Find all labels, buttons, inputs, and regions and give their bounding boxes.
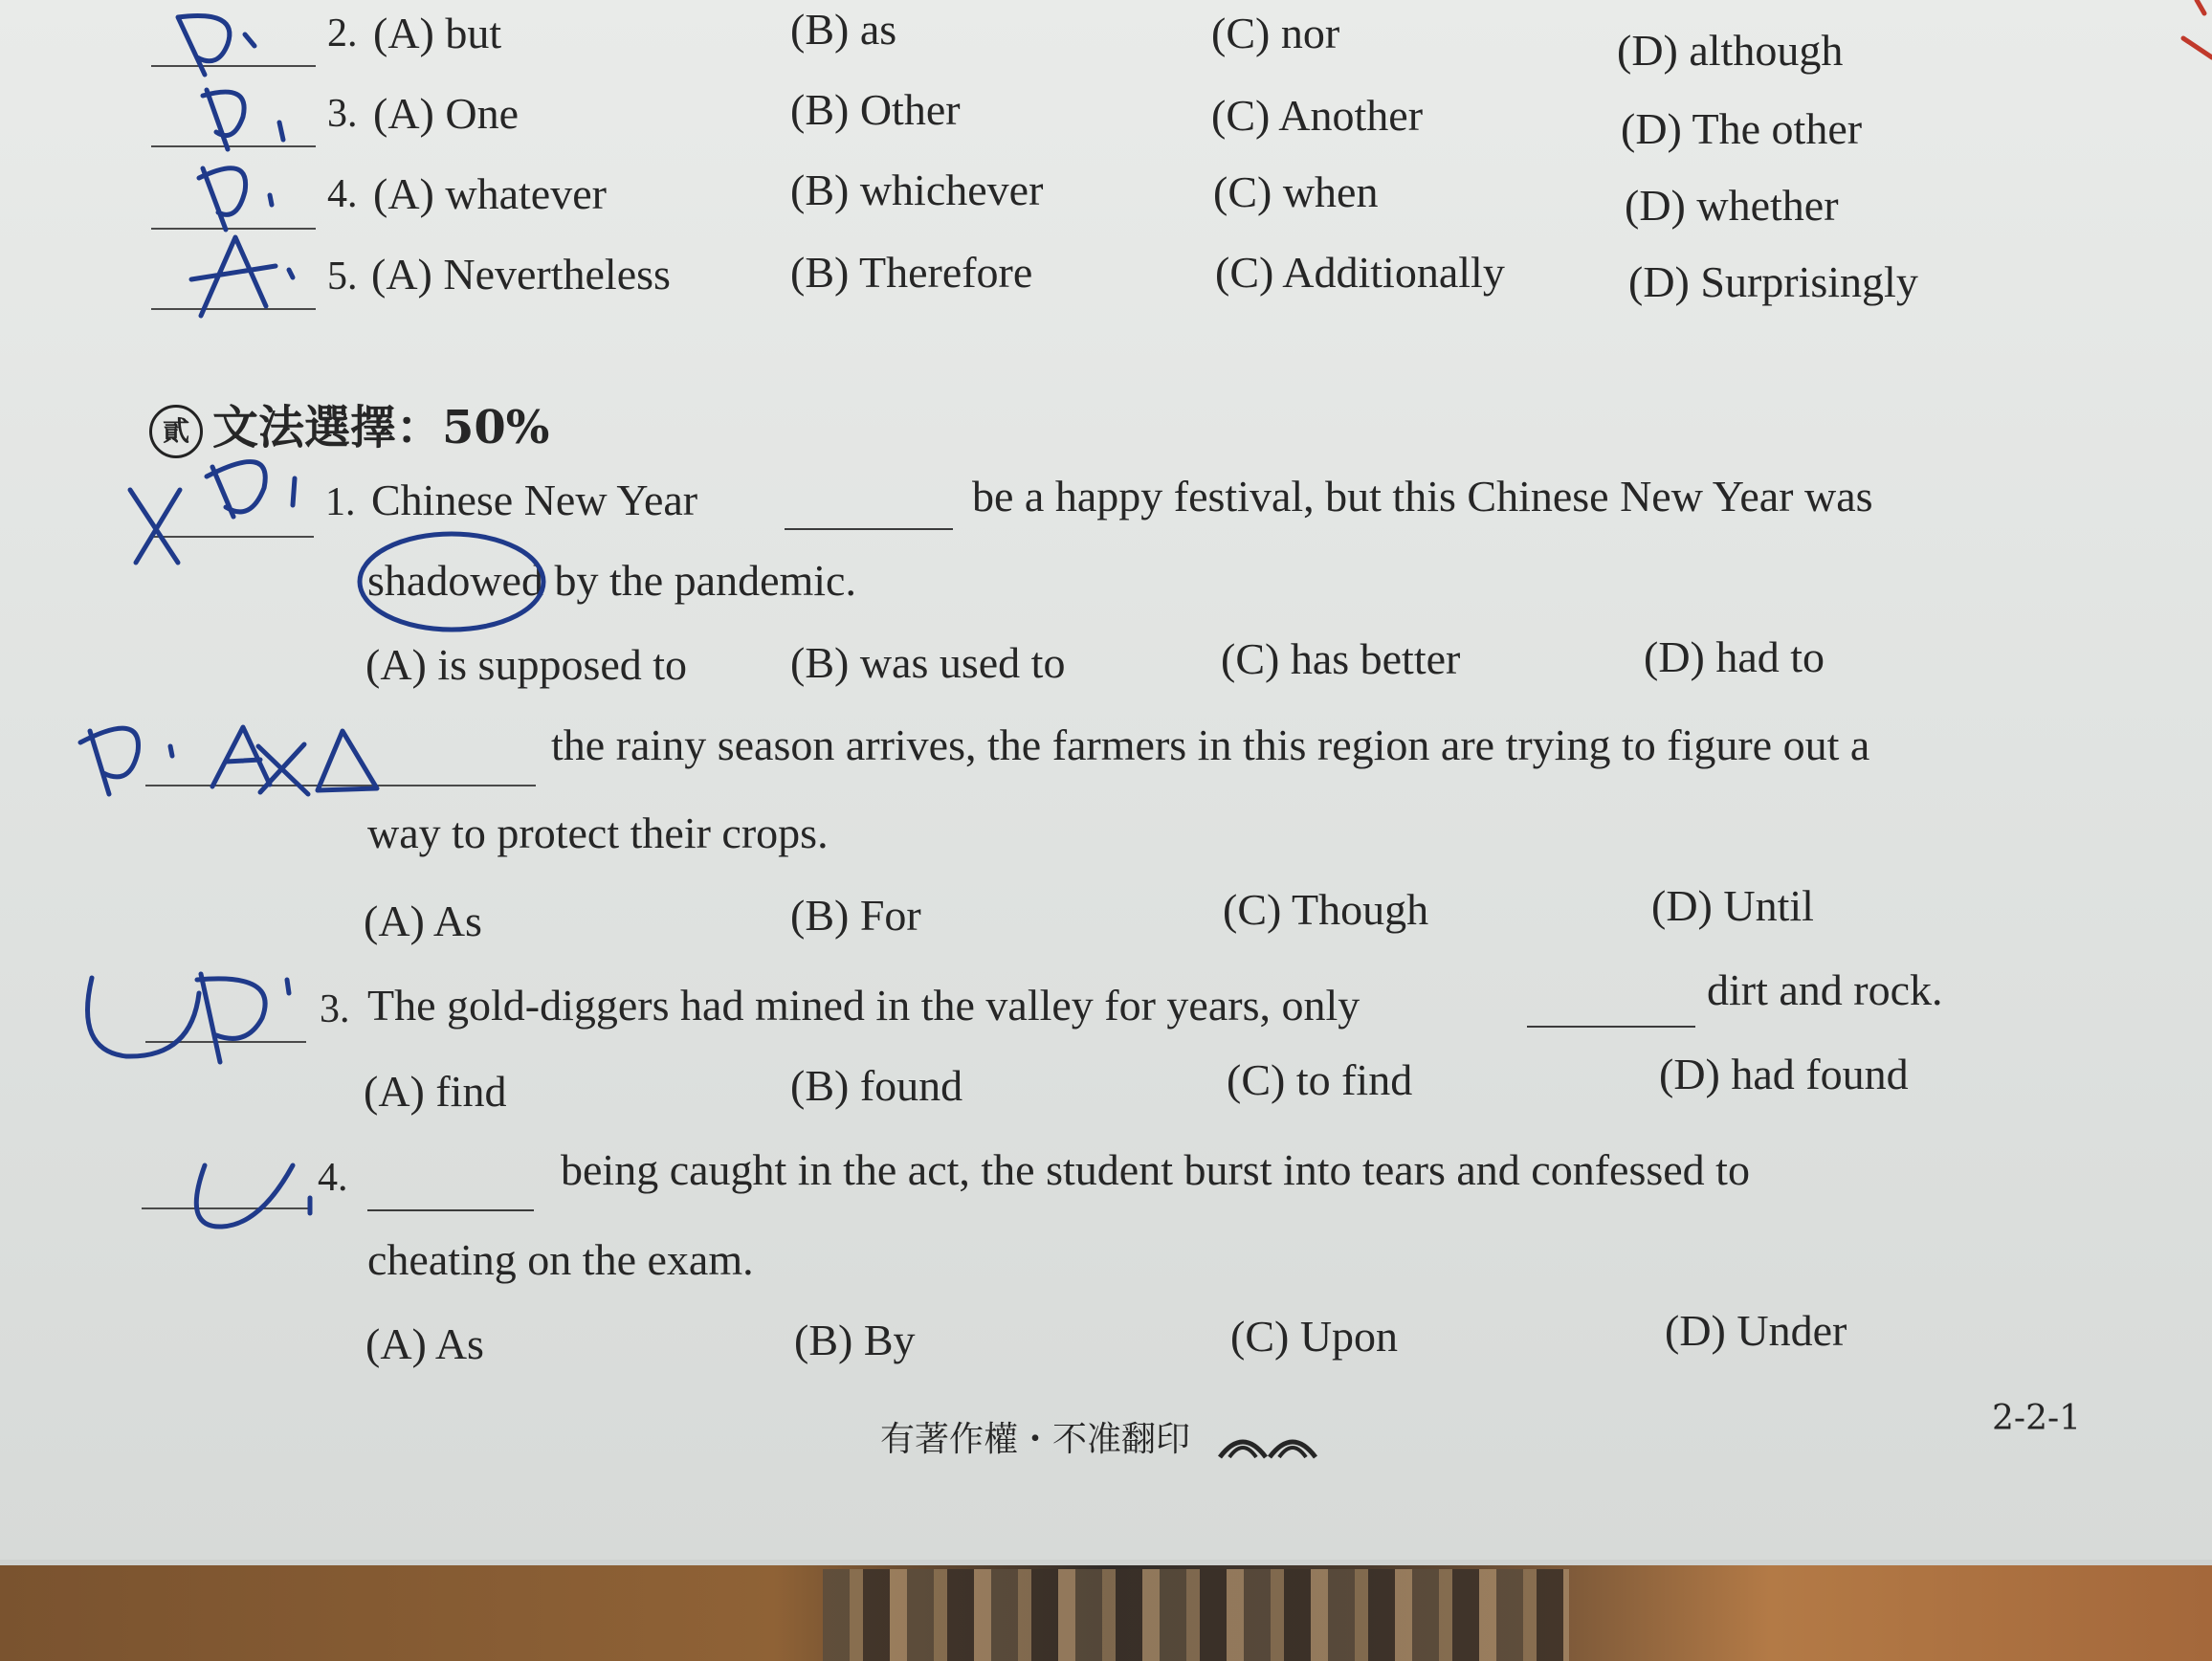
prev-option-c: (C) Another [1211, 91, 1424, 140]
prev-option-d: (D) Surprisingly [1628, 257, 1918, 306]
prev-option-b: (B) as [790, 5, 897, 54]
prev-option-b: (B) Therefore [790, 248, 1033, 297]
publisher-logo-icon [1216, 1425, 1323, 1459]
question-text: be a happy festival, but this Chinese New Year was [972, 472, 1873, 520]
question-text-continued: way to protect their crops. [367, 808, 829, 857]
prev-option-a: (A) whatever [373, 169, 607, 218]
question-text: Chinese New Year [371, 476, 698, 524]
option-d: (D) Until [1651, 881, 1814, 930]
option-b: (B) For [790, 891, 921, 940]
option-c: (C) has better [1221, 634, 1461, 683]
prev-option-a: (A) Nevertheless [371, 250, 671, 299]
question-text: dirt and rock. [1707, 965, 1943, 1014]
fill-in-blank [785, 528, 953, 530]
prev-question-number: 5. [327, 255, 358, 299]
prev-question-number: 2. [327, 11, 358, 55]
answer-line-q1 [151, 536, 314, 538]
prev-option-c: (C) nor [1211, 9, 1340, 57]
option-d: (D) Under [1665, 1306, 1847, 1355]
prev-option-d: (D) although [1617, 26, 1844, 75]
option-c: (C) to find [1227, 1055, 1413, 1104]
section-heading [149, 390, 549, 458]
option-a: (A) As [364, 897, 482, 945]
option-a: (A) As [365, 1319, 484, 1368]
question-text-continued: cheating on the exam. [367, 1235, 754, 1284]
option-d: (D) had found [1659, 1050, 1909, 1098]
prev-option-b: (B) Other [790, 85, 961, 134]
question-text: being caught in the act, the student burst into tears and confessed to [561, 1145, 1750, 1194]
option-b: (B) By [794, 1316, 916, 1364]
copyright-notice [880, 1412, 1323, 1461]
prev-question-number: 4. [327, 172, 358, 216]
option-b: (B) found [790, 1061, 963, 1110]
option-a: (A) find [364, 1067, 507, 1116]
answer-line-q3 [145, 1041, 306, 1043]
question-number: 4. [318, 1156, 348, 1200]
option-a: (A) is supposed to [365, 640, 688, 689]
section-number-badge: 貳 [149, 405, 203, 458]
prev-option-a: (A) but [373, 9, 502, 57]
fill-in-blank [367, 1209, 534, 1211]
question-number: 3. [320, 987, 350, 1031]
answer-line-q4 [142, 1207, 310, 1209]
prev-option-a: (A) One [373, 89, 519, 138]
option-c: (C) Upon [1230, 1312, 1399, 1361]
answer-line-q2 [145, 785, 536, 786]
question-text-continued: shadowed by the pandemic. [367, 556, 856, 605]
prev-option-b: (B) whichever [790, 166, 1044, 214]
prev-option-d: (D) The other [1621, 104, 1863, 153]
fill-in-blank [1527, 1026, 1695, 1028]
question-number: 1. [325, 480, 356, 524]
prev-question-number: 3. [327, 92, 358, 136]
question-text: The gold-diggers had mined in the valley for years, only [367, 981, 1360, 1030]
prev-option-c: (C) when [1213, 167, 1379, 216]
copyright-text: 有著作權・不准翻印 [880, 1420, 1191, 1459]
option-c: (C) Though [1223, 885, 1429, 934]
answer-line-prev-2 [151, 65, 316, 67]
question-text: the rainy season arrives, the farmers in this region are trying to figure out a [551, 720, 1870, 769]
answer-line-prev-3 [151, 145, 316, 147]
page-number: 2-2-1 [1992, 1399, 2082, 1438]
section-title: 文法選擇：50% [212, 401, 550, 454]
prev-option-d: (D) whether [1625, 181, 1839, 230]
prev-option-c: (C) Additionally [1215, 248, 1505, 297]
answer-line-prev-4 [151, 228, 316, 230]
option-b: (B) was used to [790, 638, 1066, 687]
option-d: (D) had to [1644, 632, 1825, 681]
answer-line-prev-5 [151, 308, 316, 310]
photo-under-paper [823, 1569, 1569, 1661]
